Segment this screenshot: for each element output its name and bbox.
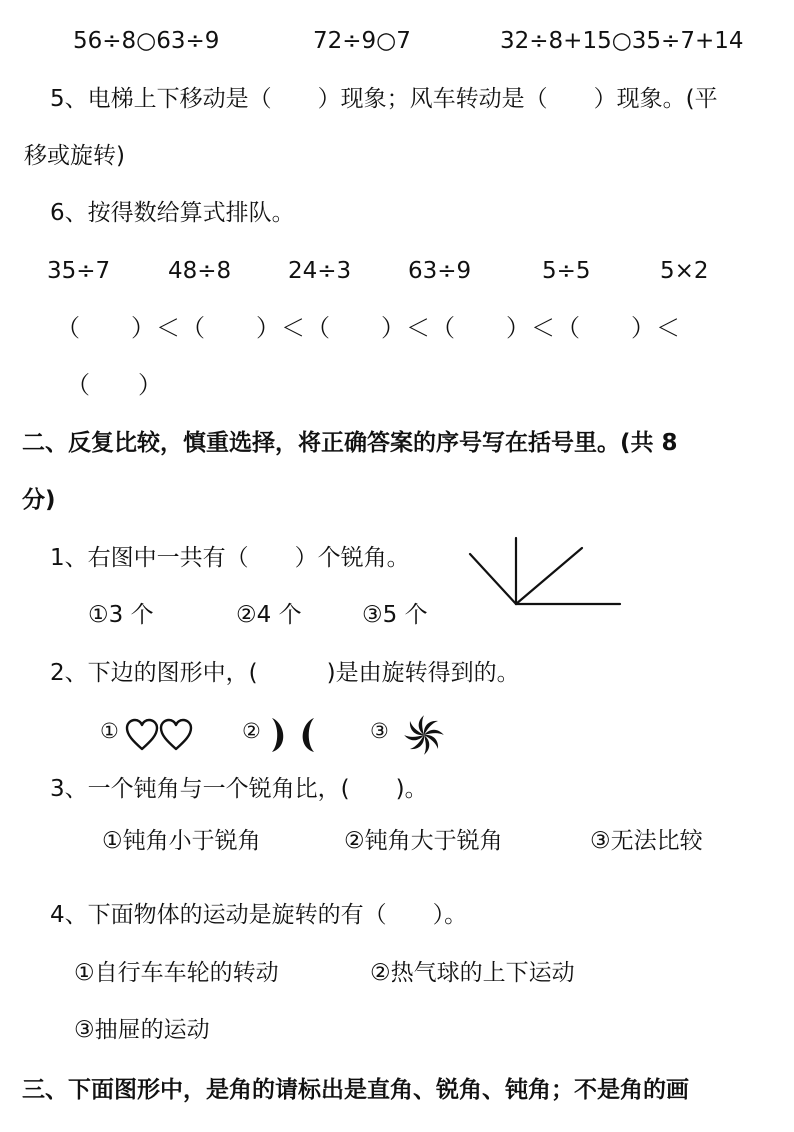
s2q3-option-2: ②钝角大于锐角 <box>344 828 503 854</box>
pinwheel-icon <box>401 714 447 756</box>
q6-expr-3: 24÷3 <box>288 258 352 284</box>
s2q2-label-3: ③ <box>370 719 389 743</box>
section3-heading: 三、下面图形中，是角的请标出是直角、锐角、钝角；不是角的画 <box>22 1077 689 1103</box>
q6-expr-2: 48÷8 <box>168 258 232 284</box>
s2q1-option-1: ①3 个 <box>88 602 154 628</box>
s2q2-label-1: ① <box>100 719 119 743</box>
s2q1-option-2: ②4 个 <box>236 602 302 628</box>
s2q2-question: 2、下边的图形中，( )是由旋转得到的。 <box>50 660 520 686</box>
crescents-icon <box>268 716 318 754</box>
compare-expr-1: 56÷8○63÷9 <box>73 28 220 54</box>
compare-expr-3: 32÷8+15○35÷7+14 <box>500 28 744 54</box>
s2q1-option-3: ③5 个 <box>362 602 428 628</box>
q6-order-line1: （ ）＜（ ）＜（ ）＜（ ）＜（ ）＜ <box>56 314 681 342</box>
s2q4-option-2: ②热气球的上下运动 <box>370 960 575 986</box>
ray-left-diagonal <box>470 554 516 604</box>
q6-expr-5: 5÷5 <box>542 258 591 284</box>
section2-heading-line1: 二、反复比较，慎重选择，将正确答案的序号写在括号里。(共 8 <box>22 430 678 456</box>
q6-order-line2: （ ） <box>66 371 162 399</box>
s2q4-option-3: ③抽屉的运动 <box>74 1017 210 1043</box>
q6-expr-6: 5×2 <box>660 258 709 284</box>
s2q3-option-3: ③无法比较 <box>590 828 703 854</box>
s2q3-option-1: ①钝角小于锐角 <box>102 828 261 854</box>
s2q3-question: 3、一个钝角与一个锐角比，( )。 <box>50 776 428 802</box>
s2q1-question: 1、右图中一共有（ ）个锐角。 <box>50 545 410 571</box>
section2-heading-line2: 分) <box>22 487 56 513</box>
s2q4-option-1: ①自行车车轮的转动 <box>74 960 279 986</box>
q6-expr-4: 63÷9 <box>408 258 472 284</box>
q5-line1: 5、电梯上下移动是（ ）现象；风车转动是（ ）现象。(平 <box>50 86 718 112</box>
s2q2-label-2: ② <box>242 719 261 743</box>
q5-line2: 移或旋转) <box>24 143 125 169</box>
q6-title: 6、按得数给算式排队。 <box>50 200 295 226</box>
q6-expr-1: 35÷7 <box>47 258 111 284</box>
hearts-icon <box>124 718 196 752</box>
ray-right-diagonal <box>516 548 582 604</box>
angle-figure <box>466 534 626 610</box>
compare-expr-2: 72÷9○7 <box>313 28 411 54</box>
s2q4-question: 4、下面物体的运动是旋转的有（ ）。 <box>50 902 468 928</box>
